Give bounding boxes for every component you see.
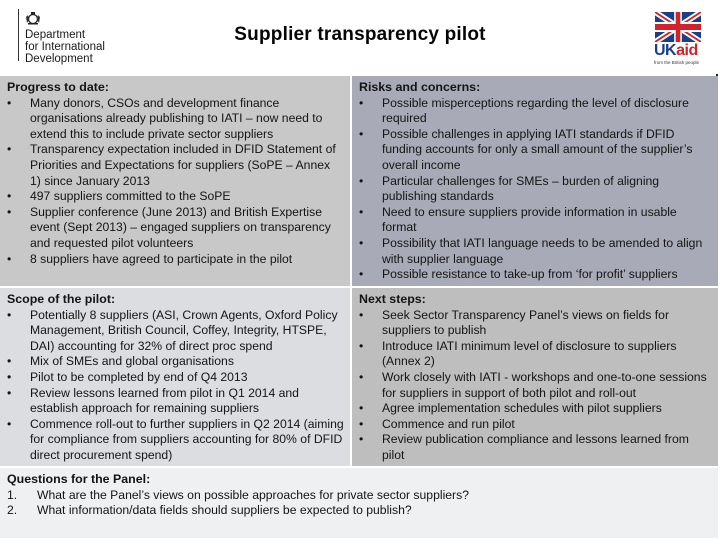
union-jack-flag-icon: [655, 12, 701, 42]
risks-heading: Risks and concerns:: [359, 80, 481, 94]
questions-list: [7, 488, 712, 519]
ukaid-wordmark: [654, 43, 698, 59]
list-item-text: 497 suppliers committed to the SoPE: [30, 189, 231, 204]
scope-list: [7, 308, 344, 464]
next-steps-list: [359, 308, 712, 464]
list-item: [359, 308, 712, 339]
bullet-icon: •: [359, 338, 364, 353]
bullet-icon: •: [359, 416, 364, 431]
list-item-text: Possible challenges in applying IATI standards if DFID funding accounts for only a small amount of the supplier’s overall income: [382, 126, 693, 172]
list-item: [359, 267, 712, 283]
list-item: [7, 370, 344, 386]
list-item: [7, 205, 344, 252]
ukaid-tagline: from the British people: [654, 60, 700, 65]
bullet-icon: •: [359, 307, 364, 322]
list-item-text: Possible resistance to take-up from ‘for profit’ suppliers: [382, 267, 678, 282]
item-number: 1.: [7, 487, 18, 502]
dfid-line-2: for International: [25, 41, 105, 53]
risks-list: [359, 96, 712, 283]
next-steps-panel: [352, 288, 718, 466]
scope-heading: Scope of the pilot:: [7, 292, 116, 306]
list-item: [7, 354, 344, 370]
bullet-icon: •: [7, 369, 12, 384]
list-item: [359, 339, 712, 370]
list-item-text: Commence roll-out to further suppliers in Q2 2014 (aiming for compliance from suppliers accounting for 80% of DFID direct procurement spend): [30, 416, 344, 462]
ukaid-aid: aid: [676, 42, 698, 59]
bullet-icon: •: [359, 173, 364, 188]
list-item-text: 8 suppliers have agreed to participate in the pilot: [30, 251, 293, 266]
list-item-text: Pilot to be completed by end of Q4 2013: [30, 369, 248, 384]
list-item-text: Need to ensure suppliers provide information in usable format: [382, 204, 677, 235]
bullet-icon: •: [7, 189, 12, 204]
list-item-text: Commence and run pilot: [382, 416, 515, 431]
list-item: [7, 503, 712, 519]
risks-panel: [352, 76, 718, 286]
list-item: [7, 417, 344, 464]
bullet-icon: •: [359, 401, 364, 416]
list-item: [7, 488, 712, 504]
ukaid-logo: [652, 10, 708, 65]
progress-heading: Progress to date:: [7, 80, 109, 94]
bullet-icon: •: [7, 251, 12, 266]
questions-heading: Questions for the Panel:: [7, 472, 151, 486]
questions-panel: [0, 468, 718, 538]
list-item: [7, 189, 344, 205]
bullet-icon: •: [7, 307, 12, 322]
list-item-text: Seek Sector Transparency Panel’s views on fields for suppliers to publish: [382, 307, 670, 338]
bullet-icon: •: [7, 204, 12, 219]
progress-panel: [0, 76, 350, 286]
list-item: [7, 142, 344, 189]
list-item-text: Potentially 8 suppliers (ASI, Crown Agents, Oxford Policy Management, British Council, Coffey, Integrity, HTSPE, DAI) accounting for 32% of direct proc spend: [30, 307, 338, 353]
bullet-icon: •: [359, 267, 364, 282]
list-item-text: Particular challenges for SMEs – burden of aligning publishing standards: [382, 173, 660, 204]
list-item: [359, 417, 712, 433]
page-title: Supplier transparency pilot: [234, 24, 486, 45]
list-item: [359, 205, 712, 236]
list-item: [359, 432, 712, 463]
bullet-icon: •: [7, 416, 12, 431]
next-steps-heading: Next steps:: [359, 292, 426, 306]
ukaid-uk: UK: [654, 42, 677, 59]
list-item: [359, 401, 712, 417]
list-item: [7, 252, 344, 268]
list-item: [359, 127, 712, 174]
list-item: [7, 386, 344, 417]
list-item-text: Mix of SMEs and global organisations: [30, 354, 234, 369]
bullet-icon: •: [359, 204, 364, 219]
bullet-icon: •: [7, 354, 12, 369]
dfid-line-1: Department: [25, 29, 86, 41]
list-item: [7, 96, 344, 143]
bullet-icon: •: [359, 432, 364, 447]
list-item-text: Agree implementation schedules with pilot suppliers: [382, 401, 662, 416]
progress-list: [7, 96, 344, 268]
list-item: [359, 370, 712, 401]
list-item-text: Review lessons learned from pilot in Q1 2014 and establish approach for remaining suppliers: [30, 385, 299, 416]
list-item-text: Possibility that IATI language needs to be amended to align with supplier language: [382, 235, 703, 266]
list-item-text: What information/data fields should suppliers be expected to publish?: [37, 503, 412, 518]
item-number: 2.: [7, 503, 18, 518]
list-item-text: Work closely with IATI - workshops and one-to-one sessions for suppliers in support of both pilot and roll-out: [382, 369, 707, 400]
bullet-icon: •: [359, 235, 364, 250]
list-item-text: Supplier conference (June 2013) and British Expertise event (Sept 2013) – engaged suppliers on transparency and requested pilot volunteers: [30, 204, 331, 250]
bullet-icon: •: [7, 142, 12, 157]
list-item: [7, 308, 344, 355]
royal-crest-icon: [25, 11, 41, 25]
list-item-text: Possible misperceptions regarding the level of disclosure required: [382, 95, 689, 126]
list-item-text: Transparency expectation included in DFID Statement of Priorities and Expectations for suppliers (SoPE – Annex 1) since January 2013: [30, 142, 336, 188]
bullet-icon: •: [359, 126, 364, 141]
bullet-icon: •: [7, 385, 12, 400]
scope-panel: [0, 288, 350, 466]
bullet-icon: •: [359, 369, 364, 384]
bullet-icon: •: [7, 95, 12, 110]
dfid-line-3: Development: [25, 53, 93, 65]
list-item: [359, 96, 712, 127]
list-item-text: Review publication compliance and lessons learned from pilot: [382, 432, 689, 462]
bullet-icon: •: [359, 95, 364, 110]
list-item-text: Introduce IATI minimum level of disclosure to suppliers (Annex 2): [382, 338, 677, 369]
list-item-text: Many donors, CSOs and development finance organisations already publishing to IATI – now need to extend this to include private sector suppliers: [30, 95, 323, 141]
list-item: [359, 236, 712, 267]
list-item: [359, 174, 712, 205]
list-item-text: What are the Panel’s views on possible approaches for private sector suppliers?: [37, 487, 469, 502]
